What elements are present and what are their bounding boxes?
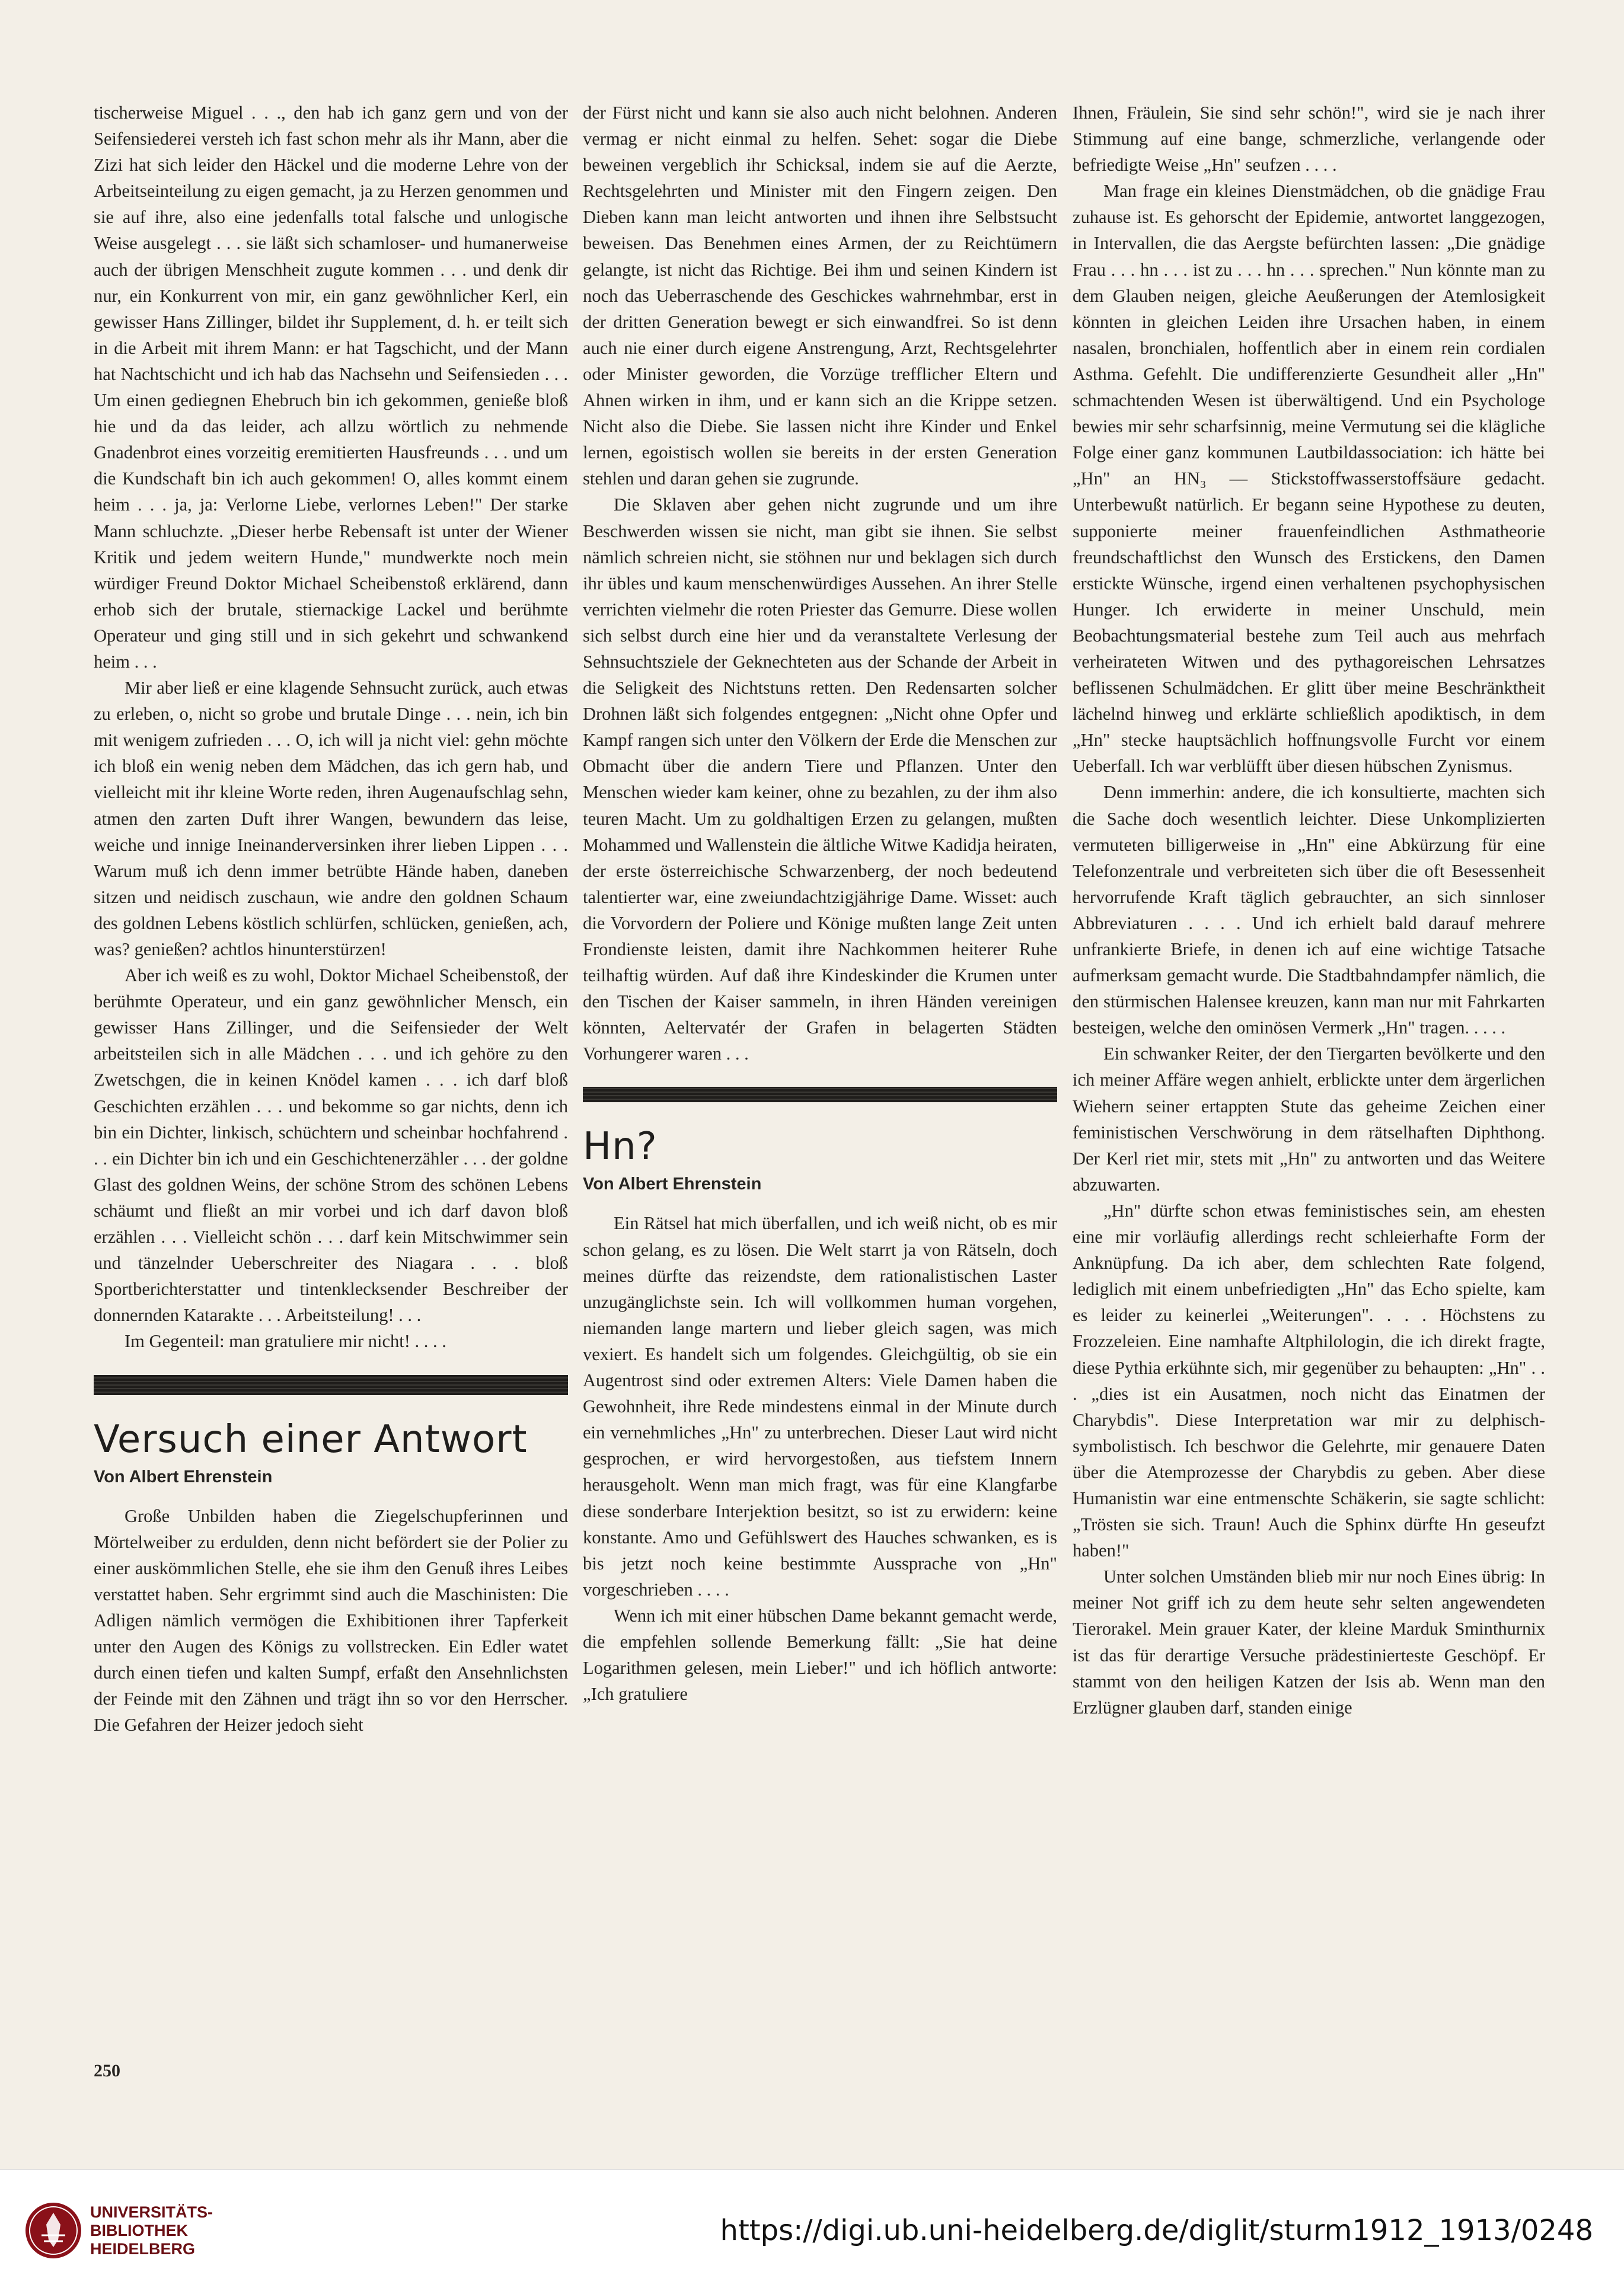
paragraph: Die Sklaven aber gehen nicht zugrunde und um ihre Beschwerden wissen sie nicht, man gibt sie ihnen. Sie selbst nämlich schreien nicht, sie stöhnen nur und beklagen sich durch ihr übles und kaum menschenwürdiges Aussehen. An ihrer Stelle verrichten vielmehr die roten Priester das Gemurre. Diese wollen sich selbst durch eine hier und da veranstaltete Verlesung der Sehnsuchtsziele der Geknechteten aus der Schande der Arbeit in die Seligkeit des Nichtstuns retten. Den Redensarten solcher Drohnen läßt sich folgendes entgegnen: „Nicht ohne Opfer und Kampf rangen sich unter den Völkern der Erde die Menschen zur Obmacht über die andern Tiere und Pflanzen. Unter den Menschen wieder kam keiner, ohne zu bezahlen, zu der ihm also teuren Macht. Um zu goldhaltigen Erzen zu gelangen, mußten Mohammed und Wallenstein die ältliche Witwe Kadidja heiraten, der erste österreichische Schwarzenberg, der noch bedeutend talentierter war, eine zweiundachtzigjährige Dame. Wisset: auch die Vorvordern der Poliere und Könige mußten lange Zeit unten Frondienste leisten, damit ihre Nachkommen heiterer Ruhe teilhaftig würden. Auf daß ihre Kindeskinder die Krumen unter den Tischen der Kaiser sammeln, in ihren Händen vereinigen könnten, Aeltervatér der Grafen in belagerten Städten Vorhungerer waren . . .: [583, 494, 1057, 1064]
paragraph: Mir aber ließ er eine klagende Sehnsucht zurück, auch etwas zu erleben, o, nicht so grobe und brutale Dinge . . . nein, ich bin mit wenigem zufrieden . . . O, ich will ja nicht viel: gehn möchte ich bloß ein wenig neben dem Mädchen, das ich gern hab, und vielleicht mit ihr kleine Worte reden, ihren Augenaufschlag sehn, atmen den zarten Duft ihrer Wangen, bewundern das leise, weiche und innige Ineinanderversinken ihrer lieben Lippen . . . Warum muß ich denn immer betrübte Hände haben, daneben sitzen und neidisch zuschaun, wie andre den goldnen Schaum des goldnen Lebens köstlich schlürfen, schlücken, genießen, ach, was? genießen? achtlos hinunterstürzen!: [94, 678, 568, 959]
paragraph: Wenn ich mit einer hübschen Dame bekannt gemacht werde, die empfehlen sollende Bemerkung fällt: „Sie hat deine Logarithmen gelesen, mein Lieber!" und ich höflich antworte: „Ich gratuliere: [583, 1605, 1057, 1705]
paragraph: tischerweise Miguel . . ., den hab ich ganz gern und von der Seifensiederei versteh ich fast schon mehr als ihr Mann, aber die Zizi hat sich leider den Häckel und die moderne Lehre von der Arbeitseinteilung zu eigen gemacht, ja zu Herzen genommen und sie auf ihre, also eine jedenfalls total falsche und unlogische Weise ausgelegt . . . sie läßt sich schamloser- und humanerweise auch der übrigen Menschheit zugute kommen . . . und denk dir nur, ein Konkurrent von mir, ein ganz gewöhnlicher Kerl, ein gewisser Hans Zillinger, bildet ihr Supplement, d. h. er teilt sich in die Arbeit mit ihrem Mann: er hat Tagschicht, und der Mann hat Nachtschicht und ich hab das Nachsehn und Seifensieden . . . Um einen gediegnen Ehebruch bin ich gekommen, genieße bloß hie und da das leider, ach allzu wörtlich zu nehmende Gnadenbrot eines vorzeitig eremitierten Hausfreunds . . . und um die Kundschaft bin ich auch gekommen! O, alles kommt einem heim . . . ja, ja: Verlorne Liebe, verlornes Leben!" Der starke Mann schluchzte. „Dieser herbe Rebensaft ist unter der Wiener Kritik und jedem weitern Hunde," mundwerkte noch mein würdiger Freund Doktor Michael Scheibenstoß erklärend, dann erhob sich der brutale, stiernackige Lackel und berühmte Operateur und ging still und in sich gekehrt und schwankend heim . . .: [94, 103, 568, 672]
paragraph: Im Gegenteil: man gratuliere mir nicht! . . . .: [125, 1331, 446, 1352]
library-name-line: BIBLIOTHEK: [90, 2222, 188, 2239]
section-divider: [583, 1087, 1057, 1102]
university-seal-icon: [24, 2201, 83, 2260]
paragraph: Denn immerhin: andere, die ich konsultierte, machten sich die Sache doch wesentlich leichter. Diese Unkomplizierten vermuteten billigerweise in „Hn" eine Abkürzung für eine Telefonzentrale und verbreiteten sich über die oft Besessenheit hervorrufende Kraft täglich gebrauchter, an sich sinnloser Abbreviaturen . . . . Und ich erhielt bald darauf mehrere unfrankierte Briefe, in denen ich auf eine wichtige Tatsache aufmerksam gemacht wurde. Die Stadtbahndampfer nämlich, die den stürmischen Halensee kreuzen, kann man nur mit Fahrkarten besteigen, welche den ominösen Vermerk „Hn" tragen. . . . .: [1073, 782, 1545, 1038]
library-name-line: UNIVERSITÄTS-: [90, 2203, 213, 2221]
digitization-footer: [0, 2169, 1624, 2291]
column-3: [1073, 100, 1545, 1721]
paragraph: der Fürst nicht und kann sie also auch nicht belohnen. Anderen vermag er nicht einmal zu helfen. Sehet: sogar die Diebe beweinen vergeblich ihr Schicksal, indem sie auf die Aerzte, Rechtsgelehrten und Minister mit den Fingern zeigen. Den Dieben kann man leicht antworten und ihnen ihre Selbstsucht beweisen. Das Benehmen eines Armen, der zu Reichtümern gelangte, ist nicht das Richtige. Bei ihm und seinen Kindern ist noch das Ueberraschende des Geschickes wahrnehmbar, erst in der dritten Generation bewegt er sich einwandfrei. So ist denn auch nie einer durch eigene Anstrengung, Arzt, Rechtsgelehrter oder Minister geworden, die Vorzüge trefflicher Eltern und Ahnen wirken in ihm, und er kann sich an die Krippe setzen. Nicht also die Diebe. Sie lassen nicht ihre Kinder und Enkel lernen, egoistisch wollen sie bereits in der ersten Generation stehlen und daran gehen sie zugrunde.: [583, 103, 1057, 489]
column-2: [583, 100, 1057, 1707]
paragraph: Ihnen, Fräulein, Sie sind sehr schön!", wird sie je nach ihrer Stimmung auf eine bange, schmerzliche, verlangende oder befriedigte Weise „Hn" seufzen . . . .: [1073, 103, 1545, 176]
paragraph: Unter solchen Umständen blieb mir nur noch Eines übrig: In meiner Not griff ich zu dem heute sehr selten angewendeten Tierorakel. Mein grauer Kater, der kleine Marduk Sminthurnix ist das für derartige Versuche prädestinierteste Geschöpf. Er stammt von den heiligen Katzen der Isis ab. Wenn man den Erzlügner glauben darf, standen einige: [1073, 1566, 1545, 1718]
paragraph: „Hn" dürfte schon etwas feministisches sein, am ehesten eine mir vorläufig allerdings recht schleierhafte Form der Anknüpfung. Da ich aber, dem schlechten Rate folgend, lediglich mit einem unbefriedigten „Hn" das Echo spielte, kam es leider zu keinerlei „Weiterungen". . . . Höchstens zu Frozzeleien. Eine namhafte Altphilologin, die ich direkt fragte, diese Pythia erkühnte sich, mir gegenüber zu behaupten: „Hn" . . . „dies ist ein Ausatmen, noch nicht das Einatmen der Charybdis". Diese Interpretation war mir zu delphisch-symbolistisch. Ich beschwor die Gelehrte, mir genauere Daten über die Atemprozesse der Charybdis zu geben. Aber diese Humanistin war eine entmenschte Schäkerin, sie sagte schlicht: „Trösten sie sich. Traun! Auch die Sphinx dürfte Hn geseufzt haben!": [1073, 1200, 1545, 1561]
section-divider: [94, 1375, 568, 1395]
article-byline: Von Albert Ehrenstein: [583, 1175, 762, 1194]
library-name-line: HEIDELBERG: [90, 2240, 196, 2258]
article-title: Hn?: [583, 1125, 658, 1169]
source-url-link[interactable]: https://digi.ub.uni-heidelberg.de/diglit/sturm1912_1913/0248: [720, 2214, 1593, 2247]
paragraph: Man frage ein kleines Dienstmädchen, ob die gnädige Frau zuhause ist. Es gehorscht der Epidemie, antwortet langgezogen, in Intervallen, die das Aergste befürchten lassen: „Die gnädige Frau . . . hn . . . ist zu . . . hn . . . sprechen." Nun könnte man zu dem Glauben neigen, gleiche Aeußerungen der Atemlosigkeit könnten in gleichen Leiden ihre Ursachen haben, in einem nasalen, bronchialen, hoffentlich aber in einem rein cordialen Asthma. Gefehlt. Die undifferenzierte Gesundheit aller „Hn" schmachtenden Wesen ist überwältigend. Und ein Psychologe bewies mir sehr scharfsinnig, meine Vermutung sei die klägliche Folge einer ganz kommunen Lautbildassociation: ich hätte bei „Hn" an HN₃ — Stickstoffwasserstoffsäure gedacht. Unterbewußt natürlich. Er begann seine Hypothese zu deuten, supponierte meiner frauenfeindlichen Asthmatheorie freundschaftlichst den Wunsch des Erstickens, den Damen erstickte Wünsche, irgend einen verhaltenen psychophysischen Hunger. Ich erwiderte in meiner Unschuld, mein Beobachtungsmaterial bestehe zum Teil auch aus mehrfach verheirateten Witwen und des pythagoreischen Lehrsatzes beflissenen Schulmädchen. Er glitt über meine Beschränktheit lächelnd hinweg und erklärte schließlich apodiktisch, in dem „Hn" stecke hauptsächlich hoffnungsvolle Furcht vor einem Ueberfall. Ich war verblüfft über diesen hübschen Zynismus.: [1073, 181, 1545, 777]
library-name: [90, 2203, 213, 2258]
paragraph: Ein schwanker Reiter, der den Tiergarten bevölkerte und den ich meiner Affäre wegen anhielt, erblickte unter dem ärgerlichen Wiehern seiner ertappten Stute das geheime Zeichen einer feministischen Verschwörung in dem rätselhaften Diphthong. Der Kerl riet mir, stets mit „Hn" zu antworten und das Weitere abzuwarten.: [1073, 1044, 1545, 1195]
paragraph: Aber ich weiß es zu wohl, Doktor Michael Scheibenstoß, der berühmte Operateur, und ein ganz gewöhnlicher Mensch, ein gewisser Hans Zillinger, und die Seifensieder der Welt arbeitsteilen sich in alle Mädchen . . . und ich gehöre zu den Zwetschgen, die in keinen Knödel kamen . . . ich darf bloß Geschichten erzählen . . . und bekomme so gar nichts, denn ich bin ein Dichter, linkisch, schüchtern und scheinbar hochfahrend . . . ein Dichter bin ich und ein Geschichtenerzähler . . . der goldne Glast des goldnen Weins, der schöne Strom des schönen Lebens schäumt und fließt an mir vorbei und ich darf davon bloß erzählen . . . Vielleicht schön . . . darf kein Mitschwimmer sein und tänzelnder Ueberschreiter des Niagara . . . bloß Sportberichterstatter und tintenklecksender Beschreiber der donnernden Katarakte . . . Arbeitsteilung! . . .: [94, 965, 568, 1326]
article-title: Versuch einer Antwort: [94, 1417, 528, 1462]
paragraph: Große Unbilden haben die Ziegelschupferinnen und Mörtelweiber zu erdulden, denn nicht befördert sie der Polier zu einer auskömmlichen Stelle, ehe sie ihm den Genuß ihres Leibes verstattet haben. Sehr ergrimmt sind auch die Maschinisten: Die Adligen nämlich vermögen die Exhibitionen ihrer Tapferkeit unter den Augen des Königs zu vollstrecken. Ein Edler watet durch einen tiefen und kalten Sumpf, erfaßt den Ansehnlichsten der Feinde mit den Zähnen und trägt ihn so vor den Herrscher. Die Gefahren der Heizer jedoch sieht: [94, 1505, 568, 1735]
page-number: 250: [94, 2061, 120, 2081]
paragraph: Ein Rätsel hat mich überfallen, und ich weiß nicht, ob es mir schon gelang, es zu lösen. Die Welt starrt ja von Rätseln, doch meines dürfte das reizendste, dem rationalistischen Laster unzugänglichste sein. Ich will vollkommen human vorgehen, niemanden lange martern und lieber gleich sagen, was mich vexiert. Es handelt sich um folgendes. Gleichgültig, ob sie ein Augentrost sind oder extremen Alters: Viele Damen haben die Gewohnheit, ihre Rede mindestens einmal in der Minute durch ein vernehmliches „Hn" zu unterbrechen. Dieser Laut wird nicht gesprochen, er wird hervorgestoßen, aus tiefstem Innern herausgeholt. Wenn man mich fragt, was für eine Klangfarbe diese sonderbare Interjektion besitzt, so ist zu erwidern: keine konstante. Amo und Gefühlswert des Hauches schwanken, es is bis jetzt noch keine bestimmte Aussprache von „Hn" vorgeschrieben . . . .: [583, 1213, 1057, 1600]
article-byline: Von Albert Ehrenstein: [94, 1467, 273, 1486]
column-1: [94, 100, 568, 1738]
